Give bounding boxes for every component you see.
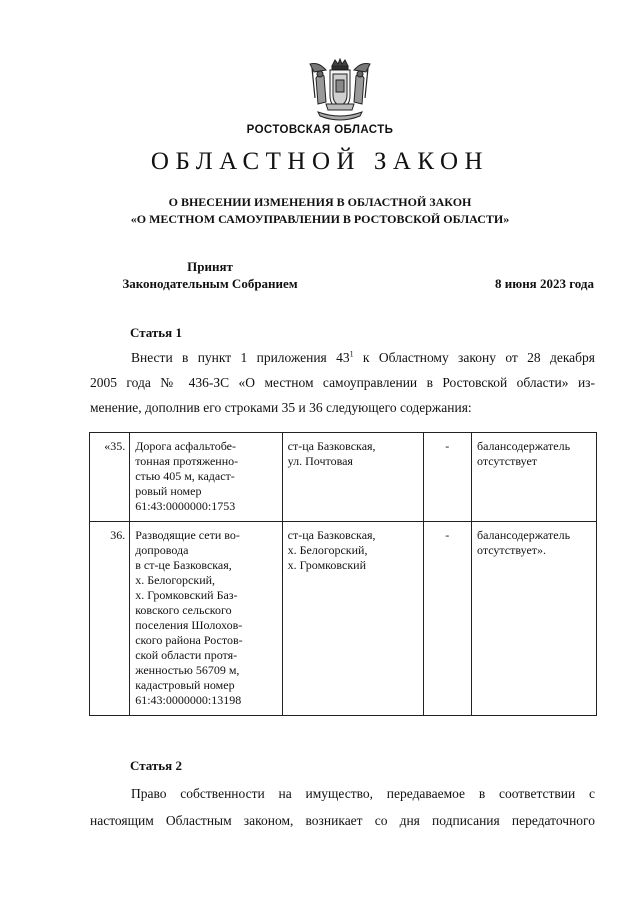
article-1-line: 2005 года № 436-ЗС «О местном самоуправлении в Ростовской области» из- [90,375,595,390]
article-2-heading: Статья 2 [130,758,182,773]
adoption-date: 8 июня 2023 года [495,276,594,291]
object-address: ст-ца Базковская, ул. Почтовая [282,433,423,522]
law-subject [0,194,640,228]
article-1-line: менение, дополнив его строками 35 и 36 следующего содержания: [90,400,472,415]
superscript: 1 [349,349,354,359]
balance-holder: балансодержатель отсутствует [472,433,597,522]
adoption-body: Законодательным Собранием [122,276,298,291]
row-number: 36. [90,522,130,716]
region-name: РОСТОВСКАЯ ОБЛАСТЬ [246,124,394,136]
empty-value: - [423,522,472,716]
article-2-text [90,780,595,834]
adoption-block [90,258,330,292]
article-1-line: Внести в пункт 1 приложения $43^1$ к Областному закону от 28 декабря [131,349,595,365]
object-description: Разводящие сети во- допровода в ст-це Базковская, х. Белогорский, х. Громковский Баз- ковского сельского поселения Шолохов- ского района Ростов- ской области протя- женностью 56709 м, кадастровый номер 61:43:0000000:13198 [130,522,282,716]
article-1-heading: Статья 1 [130,325,182,340]
article-2-line: Право собственности на имущество, передаваемое в соответствии с [131,786,595,801]
empty-value: - [423,433,472,522]
object-description: Дорога асфальтобе- тонная протяженно- стью 405 м, кадаст- ровый номер 61:43:0000000:1753 [130,433,282,522]
balance-holder: балансодержатель отсутствует». [472,522,597,716]
coat-of-arms-emblem [304,58,376,124]
object-address: ст-ца Базковская, х. Белогорский, х. Громковский [282,522,423,716]
adoption-accepted: Принят [187,259,233,274]
article-1-text [90,345,595,420]
row-number: «35. [90,433,130,522]
amendment-table [89,432,597,716]
law-subject-line-2: «О МЕСТНОМ САМОУПРАВЛЕНИИ В РОСТОВСКОЙ ОБЛАСТИ» [130,212,510,226]
article-2-line: настоящим Областным законом, возникает со дня подписания передаточного [90,813,595,828]
law-subject-line-1: О ВНЕСЕНИИ ИЗМЕНЕНИЯ В ОБЛАСТНОЙ ЗАКОН [168,195,472,209]
table-row [90,522,597,716]
table-row [90,433,597,522]
law-title: ОБЛАСТНОЙ ЗАКОН [150,148,490,175]
